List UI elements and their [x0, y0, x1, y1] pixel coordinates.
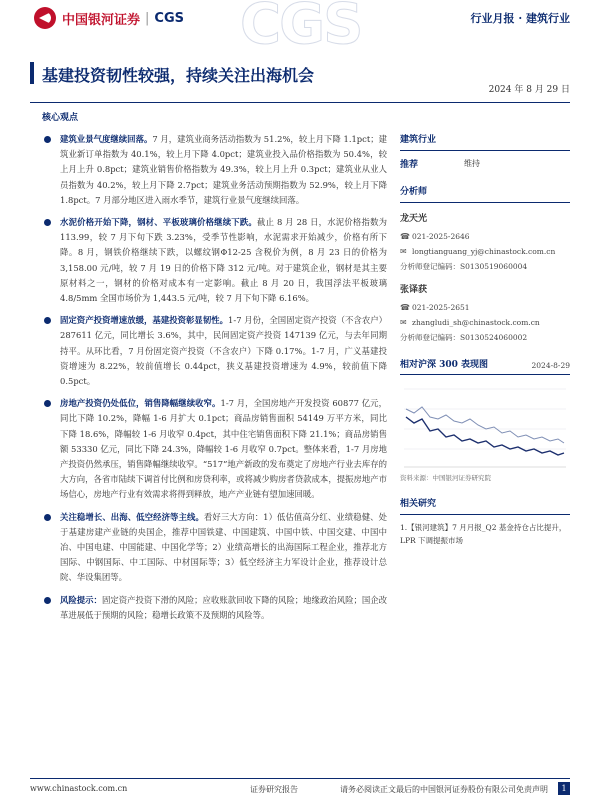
analyst-card [400, 211, 570, 274]
bullet-text: 7 月，建筑业商务活动指数为 51.2%，较上月下降 1.1pct；建筑业新订单指数为 40.1%，较上月下降 4.0pct；建筑业投入品价格指数为 50.4%，较上月上升 0.8pct；建筑业销售价格指数为 49.3%，较上月上升 0.3pct；建筑业从业人员指数为 40.2%，较上月下降 2.7pct；建筑业务活动预期指数为 52.9%，较上月下降 1.8pct。7 月部分地区进入雨水季节，建筑行业景气度继续回落。 [60, 134, 388, 205]
related-report-link[interactable]: 1.【银河建筑】7 月月报_Q2 基金持仓占比提升，LPR 下调提振市场 [400, 523, 567, 545]
report-date: 2024 年 8 月 29 日 [488, 85, 570, 95]
phone-icon: ☎ [400, 232, 410, 241]
analyst-name: 龙天光 [400, 214, 428, 224]
brand-name-en: CGS [154, 10, 184, 26]
analyst-heading: 分析师 [400, 184, 570, 203]
analyst-email[interactable]: zhangludi_sh@chinastock.com.cn [412, 318, 540, 327]
bullet-lead: 风险提示： [60, 594, 102, 605]
title-accent-bar [30, 62, 34, 84]
bullet-text: 固定资产投资下滑的风险；应收账款回收下降的风险；地缘政治风险；国企改革进展低于预期的风险；稳增长政策不及预期的风险等。 [60, 594, 388, 620]
chart-title: 相对沪深 300 表现图 [400, 360, 489, 370]
bullet-text: 截止 8 月 28 日，水泥价格指数为 113.99，较 7 月下旬下跌 3.23%，受季节性影响，水泥需求开始减少，价格有所下降。8 月，钢铁价格继续下跌，以螺纹钢Φ12-25 含税价为例，8 月 23 日的价格为 3,158.00 元/吨，较 7 月 19 日的价格下降 312 元/吨。对于建筑企业，钢材是其主要原材料之一，钢材的价格对成本有一定影响。截止 8 月 20 日，我国浮法平板玻璃 4.8/5mm 全国市场价为 1,443.5 元/吨，较 7 月下旬下降 6.16%。 [60, 217, 388, 304]
chart-date: 2024-8-29 [531, 361, 570, 370]
analyst-cert: 分析师登记编码：S0130524060002 [400, 333, 528, 342]
analyst-email-line [400, 244, 570, 259]
bullet-lead: 建筑业景气度继续回落。 [60, 134, 153, 144]
watermark-logo: CGS [240, 0, 362, 57]
bullet-dot-icon [44, 400, 51, 407]
chart-source: 资料来源：中国银河证券研究院 [400, 474, 491, 482]
bullet-dot-icon [44, 597, 51, 604]
bullet-lead: 固定资产投资增速放缓，基建投资彰显韧性。 [60, 315, 229, 326]
page-number: 1 [558, 782, 570, 795]
main-content [42, 132, 387, 623]
industry-heading: 建筑行业 [400, 132, 570, 151]
bullet-dot-icon [44, 219, 51, 226]
footer-disclaimer: 请务必阅读正文最后的中国银河证券股份有限公司免责声明 [340, 785, 548, 794]
bullet-paragraph [42, 215, 387, 306]
report-type: 行业月报 · 建筑行业 [470, 12, 570, 25]
bullet-paragraph [42, 132, 387, 208]
mail-icon: ✉ [400, 318, 407, 327]
brand-mark-icon [34, 7, 56, 29]
brand-name-cn: 中国银河证券 [62, 12, 141, 28]
bullet-dot-icon [44, 514, 51, 521]
footer-license: 证券研究报告 [250, 785, 298, 794]
analyst-cert: 分析师登记编码：S0130519060004 [400, 262, 528, 271]
bullet-paragraph [42, 396, 387, 502]
footer-divider [30, 778, 570, 779]
section-label: 核心观点 [42, 113, 79, 123]
title-divider [30, 102, 570, 103]
bullet-text: 看好三大方向：1）低估值高分红、业绩稳健、处于基建房建产业链的央国企，推荐中国铁建、中国建筑、中国中铁、中国交建、中国中冶、中国电建、中国能建、中国化学等；2）业绩高增长的出海国际工程企业，推荐北方国际、中钢国际、中工国际、中材国际等；3）低空经济主力军设计企业，推荐设计总院、华设集团等。 [60, 511, 387, 583]
footer-site[interactable]: www.chinastock.com.cn [30, 784, 128, 793]
bullet-lead: 关注稳增长、出海、低空经济等主线。 [60, 511, 204, 522]
analyst-email-line [400, 315, 570, 330]
analyst-card [400, 282, 570, 345]
bullet-paragraph [42, 593, 387, 623]
rating-label: 推荐 [400, 160, 419, 170]
relative-performance-chart [400, 379, 570, 471]
rating-value: 维持 [464, 159, 480, 168]
analyst-phone-line [400, 300, 570, 315]
phone-icon: ☎ [400, 303, 410, 312]
page-header [0, 0, 600, 57]
bullet-lead: 水泥价格开始下降，钢材、平板玻璃价格继续下跌。 [60, 217, 258, 228]
bullet-paragraph [42, 313, 387, 389]
report-title: 基建投资韧性较强，持续关注出海机会 [42, 66, 315, 85]
sidebar [400, 132, 570, 547]
bullet-text: 1-7 月份，全国固定资产投资（不含农户）287611 亿元，同比增长 3.6%，其中，民间固定资产投资 147139 亿元，与去年同期持平。从环比看，7 月份固定资产投资（不含农户）下降 0.17%。1-7 月，广义基建投资增速为 8.22%，较前值增长 0.44pct，狭义基建投资增速为 4.9%，较前值下降 0.5pct。 [60, 315, 387, 387]
brand-separator: | [145, 10, 150, 26]
bullet-paragraph [42, 510, 387, 586]
mail-icon: ✉ [400, 247, 407, 256]
analyst-phone: 021-2025-2646 [412, 232, 470, 241]
bullet-lead: 房地产投资仍处低位，销售降幅继续收窄。 [60, 398, 221, 409]
analyst-phone: 021-2025-2651 [412, 303, 470, 312]
related-heading: 相关研究 [400, 496, 570, 515]
analyst-email[interactable]: longtianguang_yj@chinastock.com.cn [412, 247, 556, 256]
analyst-name: 张译获 [400, 285, 428, 295]
series-line-secondary [406, 407, 564, 443]
chart-header [400, 357, 570, 375]
analyst-phone-line [400, 229, 570, 244]
rating-row [400, 157, 570, 170]
bullet-dot-icon [44, 136, 51, 143]
bullet-dot-icon [44, 317, 51, 324]
bullet-text: 1-7 月，全国房地产开发投资 60877 亿元，同比下降 10.2%，降幅 1-6 月扩大 0.1pct；商品房销售面积 54149 万平方米，同比下降 18.6%，降幅较 1-6 月收窄 0.4pct，其中住宅销售面积下降 21.1%；商品房销售额 53330 亿元，同比下降 24.3%，降幅较 1-6 月收窄 0.7pct。整体来看，1-7 月房地产投资仍然承压，销售降幅继续收窄。“517”地产新政的发布奠定了房地产行业去库存的大方向，各省市陆续下调首付比例和房贷利率，或将减少购房者贷款成本，提振房地产市场信心，房地产行业有效需求将得到释放，地产产业链有望加速回暖。 [60, 398, 387, 500]
brand-logo [34, 7, 184, 29]
